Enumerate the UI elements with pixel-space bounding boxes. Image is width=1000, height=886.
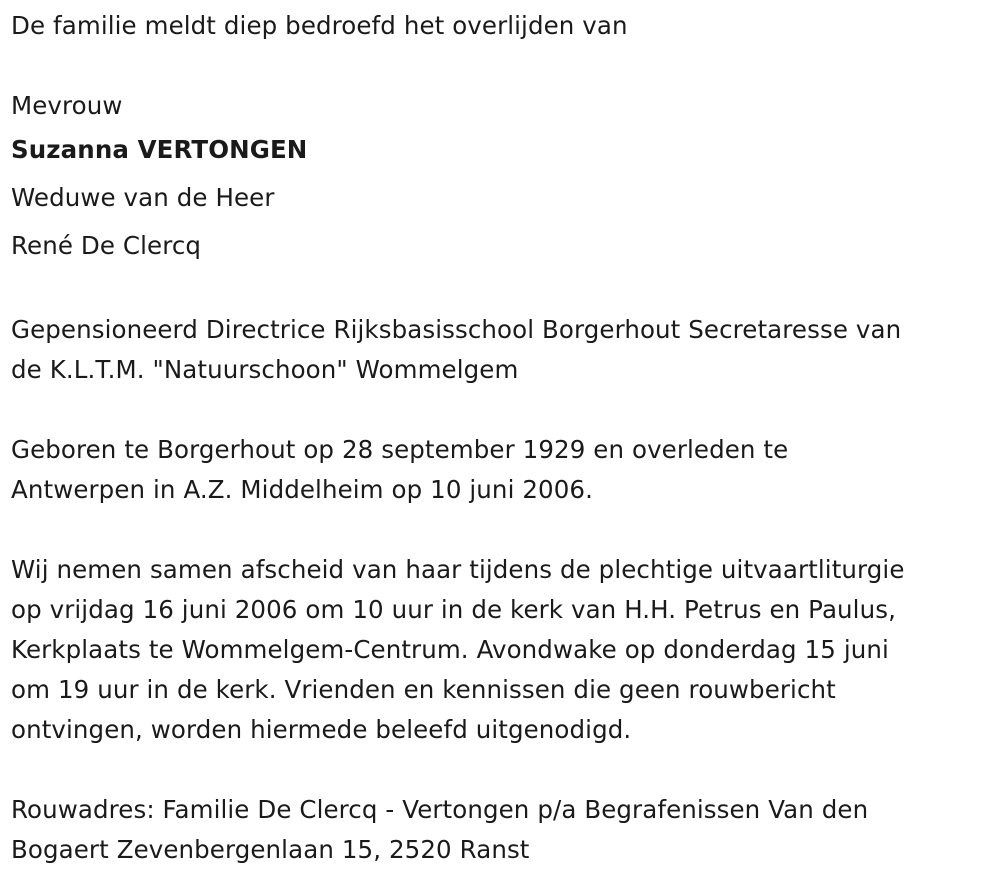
deceased-name: Suzanna VERTONGEN (11, 135, 308, 164)
paragraph-line: op vrijdag 16 juni 2006 om 10 uur in de kerk van H.H. Petrus en Paulus, (11, 595, 896, 624)
birth-death-paragraph (11, 430, 1000, 510)
spacer (11, 510, 1000, 550)
paragraph-line: Rouwadres: Familie De Clercq - Vertongen p/a Begrafenissen Van den (11, 795, 869, 824)
spacer (11, 390, 1000, 430)
funeral-paragraph (11, 550, 1000, 750)
paragraph-line: Geboren te Borgerhout op 28 september 1929 en overleden te (11, 435, 789, 464)
paragraph-line: Gepensioneerd Directrice Rijksbasisschool Borgerhout Secretaresse van (11, 315, 902, 344)
paragraph-line: om 19 uur in de kerk. Vrienden en kennissen die geen rouwbericht (11, 675, 836, 704)
spacer (11, 750, 1000, 790)
paragraph-line: ontvingen, worden hiermede beleefd uitgenodigd. (11, 715, 632, 744)
paragraph-line: Wij nemen samen afscheid van haar tijdens de plechtige uitvaartliturgie (11, 555, 905, 584)
paragraph-line: Kerkplaats te Wommelgem-Centrum. Avondwake op donderdag 15 juni (11, 635, 889, 664)
paragraph-line: Bogaert Zevenbergenlaan 15, 2520 Ranst (11, 835, 530, 864)
intro-text: De familie meldt diep bedroefd het overlijden van (11, 11, 628, 40)
paragraph-line: de K.L.T.M. "Natuurschoon" Wommelgem (11, 355, 519, 384)
salutation: Mevrouw (11, 91, 123, 120)
profession-paragraph (11, 310, 1000, 390)
spacer (11, 46, 1000, 86)
spacer (11, 270, 1000, 310)
address-paragraph (11, 790, 1000, 870)
relation-line-1: Weduwe van de Heer (11, 183, 275, 212)
paragraph-line: Antwerpen in A.Z. Middelheim op 10 juni 2006. (11, 475, 593, 504)
relation-line-2: René De Clercq (11, 231, 202, 260)
